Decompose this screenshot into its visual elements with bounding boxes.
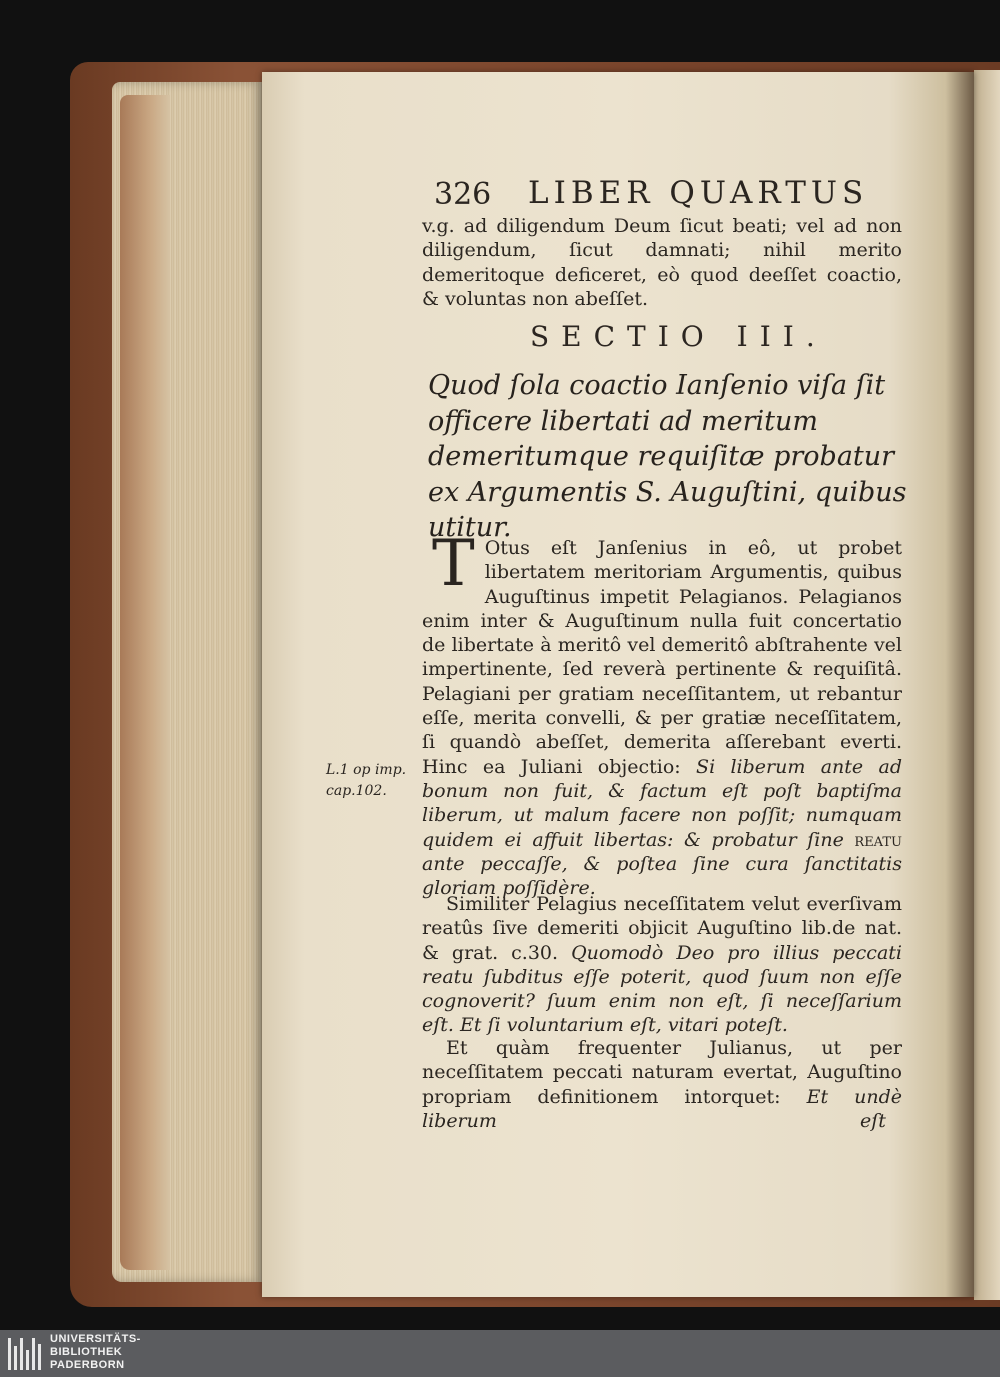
catchword: eſt bbox=[860, 1110, 886, 1132]
paragraph-3-quote: Et undè liberum bbox=[422, 1085, 902, 1132]
footer-bar bbox=[0, 1330, 1000, 1377]
drop-cap: T bbox=[432, 527, 475, 601]
continuation-paragraph: v.g. ad diligendum Deum ſicut beati; vel ad non diligendum, ſicut damnati; nihil merito demeritoque deficeret, eò quod deeſſet coactio, & voluntas non abeſſet. bbox=[422, 215, 902, 310]
paragraph-1 bbox=[422, 527, 902, 900]
page-fore-edge bbox=[120, 95, 170, 1270]
section-title: Quod ſola coactio Ianſenio viſa ſit officere libertati ad meritum demeritumque requiſitæ probatur ex Argumentis S. Auguſtini, quibus utitur. bbox=[428, 370, 907, 543]
logo-line-1: UNIVERSITÄTS- bbox=[50, 1333, 141, 1345]
paragraph-2 bbox=[422, 892, 902, 1038]
logo-line-3: PADERBORN bbox=[50, 1359, 125, 1371]
margin-note bbox=[326, 760, 416, 802]
paragraph-1-quote-end: ante peccaſſe, & poſtea ſine cura ſanctitatis gloriam poſſidère. bbox=[422, 852, 902, 900]
margin-note-line-1: L.1 op imp. bbox=[326, 762, 407, 778]
paragraph-2-text: Similiter Pelagius neceſſitatem velut everſivam reatûs ſive demeriti objicit Auguſtino lib.de nat. & grat. c.30. bbox=[422, 893, 902, 964]
facing-page-edge bbox=[974, 70, 1000, 1300]
paragraph-3 bbox=[422, 1036, 902, 1133]
paragraph-2-quote: Quomodò Deo pro illius peccati reatu ſubditus eſſe poterit, quod ſuum non eſſe cognoverit? ſuum enim non eſt, ſi neceſſarium eſt. Et ſi voluntarium eſt, vitari poteſt. bbox=[422, 941, 902, 1037]
paragraph-3-text: Et quàm frequenter Julianus, ut per neceſſitatem peccati naturam evertat, Auguſtino propriam definitionem intorquet: bbox=[422, 1037, 902, 1108]
paragraph-1-smallcaps: reatu bbox=[854, 828, 902, 851]
library-logo-text bbox=[50, 1333, 141, 1372]
paragraph-1-text: Otus eſt Janſenius in eô, ut probet libertatem meritoriam Argumentis, quibus Auguſtinus impetit Pelagianos. Pelagianos enim inter & Auguſtinum nulla fuit concertatio de libertate à meritô vel demeritô abſtrahente vel impertinente, ſed reverà pertinente & requiſitâ. Pelagiani per gratiam neceſſitantem, ut rebantur eſſe, merita convelli, & per gratiæ neceſſitatem, ſi quandò abeſſet, demerita aſſerebant everti. Hinc ea Juliani objectio: bbox=[422, 537, 902, 778]
page-header bbox=[434, 173, 904, 217]
margin-note-line-2: cap.102. bbox=[326, 783, 387, 799]
running-head: LIBER QUARTUS bbox=[528, 175, 869, 211]
library-logo-icon bbox=[8, 1338, 42, 1370]
page-number: 326 bbox=[434, 177, 492, 212]
section-heading: SECTIO III. bbox=[530, 320, 827, 353]
paragraph-1-quote: Si liberum ante ad bonum non fuit, & factum eſt poſt baptiſma liberum, ut malum facere non poſſit; numquam quidem ei affuit libertas: & probatur ſine bbox=[422, 755, 902, 851]
logo-line-2: BIBLIOTHEK bbox=[50, 1346, 123, 1358]
